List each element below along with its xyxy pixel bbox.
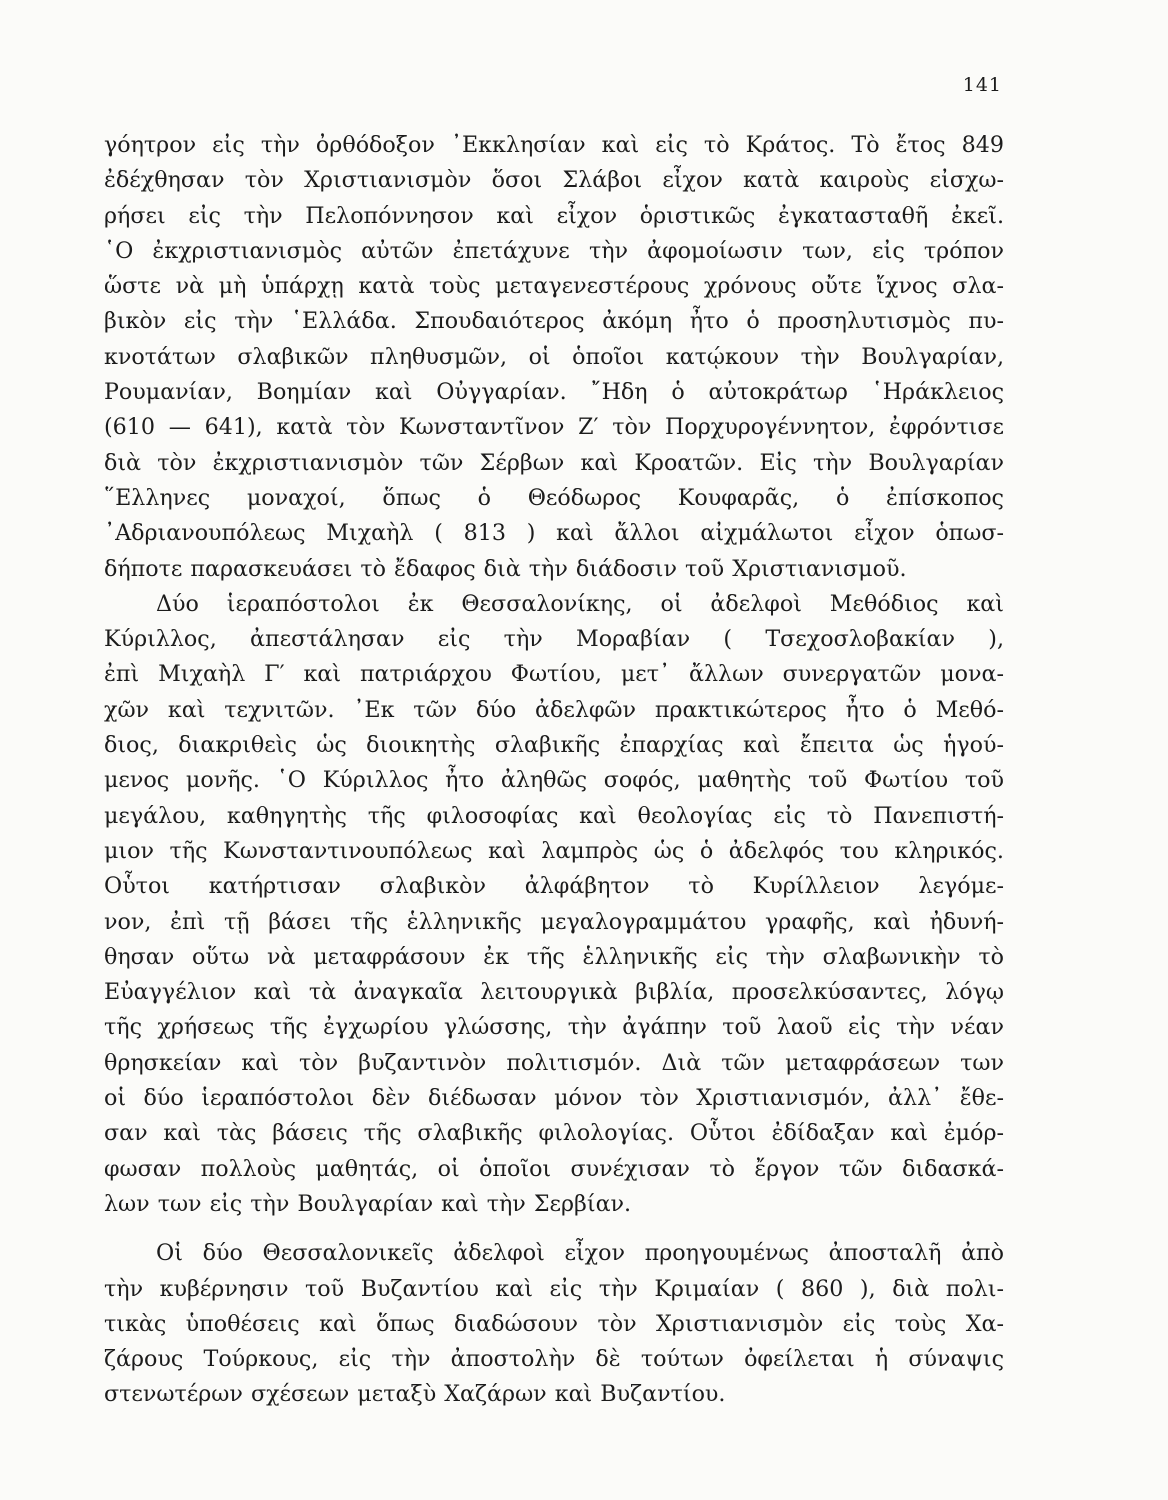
text-line: Εὐαγγέλιον καὶ τὰ ἀναγκαῖα λειτουργικὰ βιβλία, προσελκύσαντες, λόγῳ [104, 979, 1004, 1006]
text-line: διὰ τὸν ἐκχριστιανισμὸν τῶν Σέρβων καὶ Κροατῶν. Εἰς τὴν Βουλγαρίαν [104, 449, 1004, 476]
text-line: ἐδέχθησαν τὸν Χριστιανισμὸν ὅσοι Σλάβοι εἶχον κατὰ καιροὺς εἰσχω- [104, 167, 1004, 194]
text-line: Κύριλλος, ἀπεστάλησαν εἰς τὴν Μοραβίαν ( Τσεχοσλοβακίαν ), [104, 626, 1004, 653]
text-line: διος, διακριθεὶς ὡς διοικητὴς σλαβικῆς ἐπαρχίας καὶ ἔπειτα ὡς ἡγού- [104, 732, 1004, 759]
text-line: ῾Ο ἐκχριστιανισμὸς αὐτῶν ἐπετάχυνε τὴν ἀφομοίωσιν των, εἰς τρόπον [104, 237, 1004, 264]
text-line: μιον τῆς Κωνσταντινουπόλεως καὶ λαμπρὸς ὡς ὁ ἀδελφός του κληρικός. [104, 837, 1004, 864]
text-line: ἐπὶ Μιχαὴλ Γ′ καὶ πατριάρχου Φωτίου, μετ᾿ ἄλλων συνεργατῶν μονα- [104, 661, 1004, 688]
text-line: φωσαν πολλοὺς μαθητάς, οἱ ὁποῖοι συνέχισαν τὸ ἔργον τῶν διδασκά- [104, 1155, 1004, 1182]
text-line: ρήσει εἰς τὴν Πελοπόννησον καὶ εἶχον ὁριστικῶς ἐγκατασταθῆ ἐκεῖ. [104, 202, 1004, 229]
text-line: μενος μονῆς. ῾Ο Κύριλλος ἦτο ἀληθῶς σοφός, μαθητὴς τοῦ Φωτίου τοῦ [104, 767, 1004, 794]
body-text [104, 128, 1004, 1413]
text-line: Ρουμανίαν, Βοημίαν καὶ Οὐγγαρίαν. ῎Ηδη ὁ αὐτοκράτωρ ῾Ηράκλειος [104, 379, 1004, 406]
text-line: Οἱ δύο Θεσσαλονικεῖς ἀδελφοὶ εἶχον προηγουμένως ἀποσταλῆ ἀπὸ [156, 1240, 1004, 1267]
paragraph-1 [104, 128, 1004, 587]
page-number: 141 [962, 74, 1002, 96]
text-line: ᾿Αδριανουπόλεως Μιχαὴλ ( 813 ) καὶ ἄλλοι αἰχμάλωτοι εἶχον ὁπωσ- [104, 520, 1004, 547]
text-line: χῶν καὶ τεχνιτῶν. ᾿Εκ τῶν δύο ἀδελφῶν πρακτικώτερος ἦτο ὁ Μεθό- [104, 696, 1004, 723]
text-line: σαν καὶ τὰς βάσεις τῆς σλαβικῆς φιλολογίας. Οὗτοι ἐδίδαξαν καὶ ἐμόρ- [104, 1120, 1004, 1147]
text-line: βικὸν εἰς τὴν ῾Ελλάδα. Σπουδαιότερος ἀκόμη ἦτο ὁ προσηλυτισμὸς πυ- [104, 308, 1004, 335]
text-line: Δύο ἱεραπόστολοι ἐκ Θεσσαλονίκης, οἱ ἀδελφοὶ Μεθόδιος καὶ [156, 590, 1004, 617]
text-line: θρησκείαν καὶ τὸν βυζαντινὸν πολιτισμόν. Διὰ τῶν μεταφράσεων των [104, 1049, 1004, 1076]
text-line: στενωτέρων σχέσεων μεταξὺ Χαζάρων καὶ Βυζαντίου. [104, 1381, 726, 1408]
text-line: νον, ἐπὶ τῇ βάσει τῆς ἑλληνικῆς μεγαλογραμμάτου γραφῆς, καὶ ἠδυνή- [104, 908, 1004, 935]
text-line: τῆς χρήσεως τῆς ἐγχωρίου γλώσσης, τὴν ἀγάπην τοῦ λαοῦ εἰς τὴν νέαν [104, 1014, 1004, 1041]
text-line: ῞Ελληνες μοναχοί, ὅπως ὁ Θεόδωρος Κουφαρᾶς, ὁ ἐπίσκοπος [104, 484, 1004, 511]
text-line: γόητρον εἰς τὴν ὀρθόδοξον ᾿Εκκλησίαν καὶ εἰς τὸ Κράτος. Τὸ ἔτος 849 [104, 132, 1004, 158]
text-line: ὥστε νὰ μὴ ὑπάρχῃ κατὰ τοὺς μεταγενεστέρους χρόνους οὔτε ἴχνος σλα- [104, 273, 1004, 300]
text-line: Οὗτοι κατήρτισαν σλαβικὸν ἀλφάβητον τὸ Κυρίλλειον λεγόμε- [104, 873, 1004, 900]
text-line: δήποτε παρασκευάσει τὸ ἔδαφος διὰ τὴν διάδοσιν τοῦ Χριστιανισμοῦ. [104, 555, 907, 582]
text-line: τὴν κυβέρνησιν τοῦ Βυζαντίου καὶ εἰς τὴν Κριμαίαν ( 860 ), διὰ πολι- [104, 1275, 1004, 1302]
paragraph-2 [104, 587, 1004, 1222]
text-line: ζάρους Τούρκους, εἰς τὴν ἀποστολὴν δὲ τούτων ὀφείλεται ἡ σύναψις [104, 1346, 1004, 1373]
text-line: μεγάλου, καθηγητὴς τῆς φιλοσοφίας καὶ θεολογίας εἰς τὸ Πανεπιστή- [104, 802, 1004, 829]
text-line: οἱ δύο ἱεραπόστολοι δὲν διέδωσαν μόνον τὸν Χριστιανισμόν, ἀλλ᾿ ἔθε- [104, 1085, 1004, 1112]
text-line: κνοτάτων σλαβικῶν πληθυσμῶν, οἱ ὁποῖοι κατῴκουν τὴν Βουλγαρίαν, [104, 343, 1004, 370]
text-line: θησαν οὕτω νὰ μεταφράσουν ἐκ τῆς ἑλληνικῆς εἰς τὴν σλαβωνικὴν τὸ [104, 943, 1004, 970]
paragraph-3 [104, 1236, 1004, 1412]
text-line: τικὰς ὑποθέσεις καὶ ὅπως διαδώσουν τὸν Χριστιανισμὸν εἰς τοὺς Χα- [104, 1310, 1004, 1337]
text-line: (610 — 641), κατὰ τὸν Κωνσταντῖνον Ζ′ τὸν Πορχυρογέννητον, ἐφρόντισε [104, 414, 1004, 441]
text-line: λων των εἰς τὴν Βουλγαρίαν καὶ τὴν Σερβίαν. [104, 1190, 632, 1217]
